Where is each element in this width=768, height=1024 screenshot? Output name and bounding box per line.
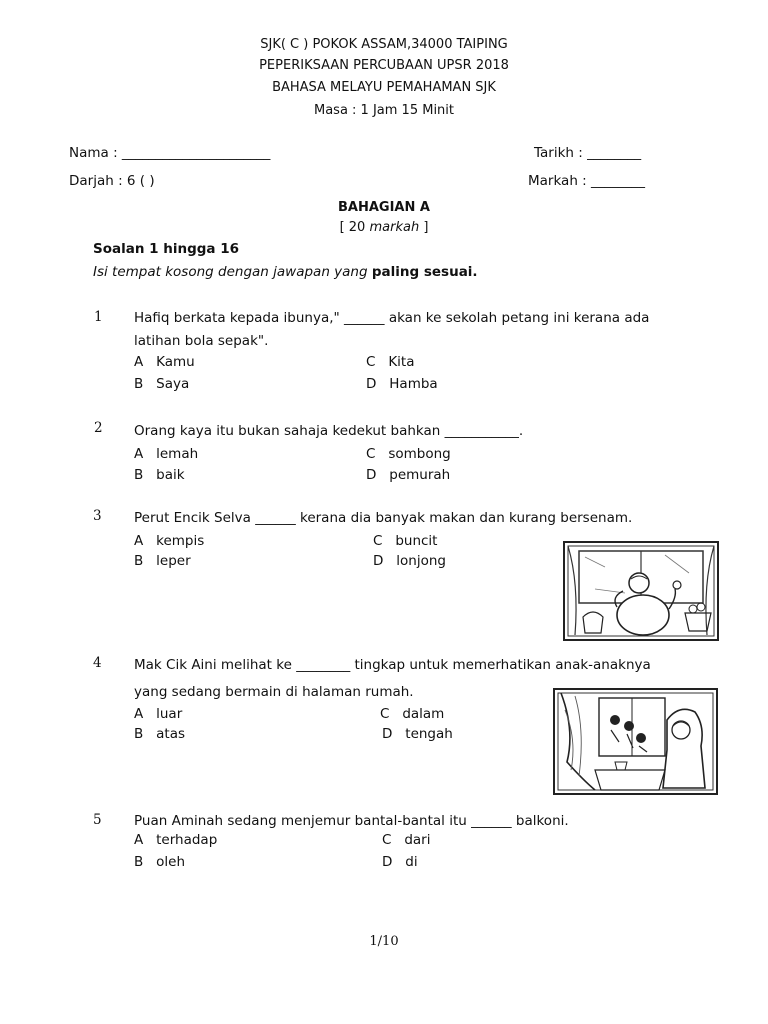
option-letter: C [382, 832, 392, 848]
option-letter: B [134, 726, 144, 742]
question-number: 2 [94, 420, 103, 436]
option-text: atas [156, 726, 186, 742]
option-letter: D [382, 854, 393, 870]
marks-open: [ 20 [339, 220, 370, 235]
window-woman-drawing [555, 690, 716, 793]
option-text: oleh [156, 854, 186, 870]
question-number: 1 [94, 309, 103, 325]
option-a [134, 446, 198, 462]
option-a [134, 354, 195, 370]
school-name: SJK( C ) POKOK ASSAM,34000 TAIPING [260, 37, 508, 52]
option-text: dalam [402, 706, 445, 722]
option-letter: B [134, 467, 144, 483]
option-d [382, 726, 453, 742]
option-letter: C [373, 533, 383, 549]
option-text: lemah [156, 446, 199, 462]
option-text: leper [156, 553, 191, 569]
option-letter: C [366, 354, 376, 370]
question-range: Soalan 1 hingga 16 [93, 241, 240, 257]
option-text: terhadap [156, 832, 218, 848]
option-letter: D [366, 467, 377, 483]
option-b [134, 553, 191, 569]
instruction [93, 264, 478, 280]
question-text: Perut Encik Selva ______ kerana dia banyak makan dan kurang bersenam. [134, 510, 633, 526]
option-text: kempis [156, 533, 205, 549]
option-text: sombong [388, 446, 451, 462]
option-b [134, 854, 185, 870]
instruction-main: Isi tempat kosong dengan jawapan yang [93, 264, 372, 280]
illustration-window-woman [553, 688, 718, 795]
option-text: Saya [156, 376, 190, 392]
option-letter: A [134, 446, 144, 462]
option-letter: C [366, 446, 376, 462]
option-a [134, 706, 182, 722]
option-letter: A [134, 832, 144, 848]
fat-man-drawing [565, 543, 717, 639]
illustration-fat-man [563, 541, 719, 641]
tarikh-field: Tarikh : ________ [534, 145, 642, 161]
option-letter: D [373, 553, 384, 569]
option-letter: A [134, 533, 144, 549]
marks-close: ] [419, 220, 429, 235]
marks-word: markah [369, 220, 420, 235]
option-text: dari [404, 832, 431, 848]
option-d [373, 553, 446, 569]
option-letter: B [134, 376, 144, 392]
option-letter: A [134, 354, 144, 370]
option-text: pemurah [389, 467, 451, 483]
option-letter: B [134, 854, 144, 870]
option-d [366, 467, 450, 483]
option-d [382, 854, 418, 870]
question-text-cont: yang sedang bermain di halaman rumah. [134, 684, 414, 700]
option-text: buncit [395, 533, 438, 549]
option-d [366, 376, 438, 392]
option-c [366, 446, 451, 462]
option-c [380, 706, 444, 722]
question-text: Puan Aminah sedang menjemur bantal-bantal itu ______ balkoni. [134, 813, 569, 829]
option-text: di [405, 854, 418, 870]
option-letter: A [134, 706, 144, 722]
question-text: Orang kaya itu bukan sahaja kedekut bahkan ___________. [134, 423, 524, 439]
exam-duration: Masa : 1 Jam 15 Minit [313, 103, 455, 118]
option-letter: C [380, 706, 390, 722]
option-a [134, 832, 217, 848]
option-b [134, 726, 185, 742]
darjah-field: Darjah : 6 ( ) [69, 173, 155, 189]
option-text: Kita [388, 354, 415, 370]
option-c [366, 354, 414, 370]
option-b [134, 467, 185, 483]
question-text-cont: latihan bola sepak". [134, 333, 269, 349]
question-number: 5 [93, 812, 102, 828]
exam-title: PEPERIKSAAN PERCUBAAN UPSR 2018 [259, 58, 509, 73]
instruction-emphasis: paling sesuai. [371, 264, 478, 280]
question-text: Hafiq berkata kepada ibunya," ______ akan ke sekolah petang ini kerana ada [134, 310, 650, 326]
section-marks [0, 220, 768, 235]
subject-title: BAHASA MELAYU PEMAHAMAN SJK [272, 80, 496, 95]
option-c [373, 533, 437, 549]
option-letter: B [134, 553, 144, 569]
option-text: tengah [405, 726, 453, 742]
question-number: 3 [93, 508, 102, 524]
option-letter: D [382, 726, 393, 742]
question-text: Mak Cik Aini melihat ke ________ tingkap untuk memerhatikan anak-anaknya [134, 657, 651, 673]
option-text: Kamu [156, 354, 195, 370]
section-title: BAHAGIAN A [338, 200, 430, 215]
option-text: baik [156, 467, 185, 483]
option-text: luar [156, 706, 183, 722]
option-c [382, 832, 430, 848]
markah-field: Markah : ________ [528, 173, 646, 189]
option-text: lonjong [396, 553, 446, 569]
question-number: 4 [93, 655, 102, 671]
option-text: Hamba [389, 376, 438, 392]
option-a [134, 533, 204, 549]
option-letter: D [366, 376, 377, 392]
nama-field: Nama : ______________________ [69, 145, 271, 161]
option-b [134, 376, 189, 392]
page-number: 1/10 [369, 934, 399, 949]
